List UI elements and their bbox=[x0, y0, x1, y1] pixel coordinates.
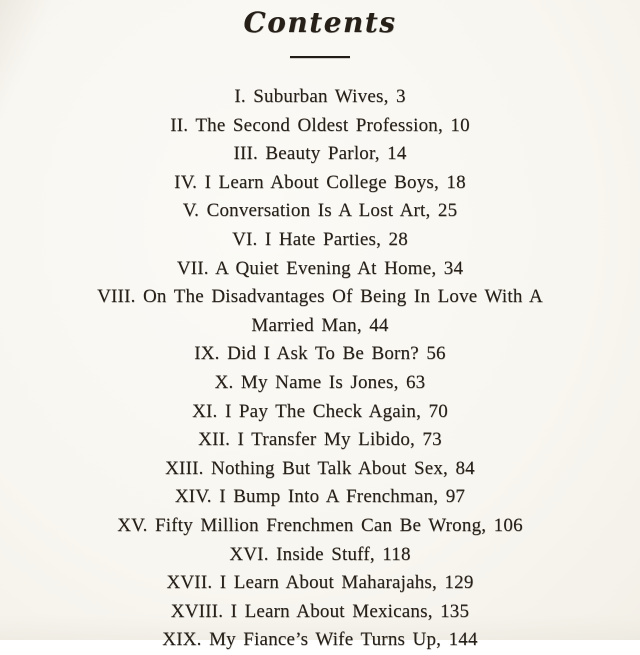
toc-entry: XI. I Pay The Check Again, 70 bbox=[192, 400, 448, 422]
toc-entry: III. Beauty Parlor, 14 bbox=[233, 143, 407, 165]
toc-entry: XVIII. I Learn About Mexicans, 135 bbox=[170, 600, 470, 622]
toc-entry: VIII. On The Disadvantages Of Being In Love With A Married Man, 44 bbox=[97, 286, 543, 336]
toc-entry: XVI. Inside Stuff, 118 bbox=[229, 543, 411, 565]
toc-entry: XVII. I Learn About Maharajahs, 129 bbox=[166, 572, 474, 594]
toc-entry: II. The Second Oldest Profession, 10 bbox=[170, 114, 470, 136]
toc-entry: X. My Name Is Jones, 63 bbox=[214, 371, 426, 393]
toc-entry: XIII. Nothing But Talk About Sex, 84 bbox=[165, 457, 475, 479]
toc-entry: XV. Fifty Million Frenchmen Can Be Wrong, 106 bbox=[117, 514, 523, 536]
toc-entry: VII. A Quiet Evening At Home, 34 bbox=[176, 257, 464, 279]
toc-entry: XII. I Transfer My Libido, 73 bbox=[198, 429, 442, 451]
toc-entry: XIV. I Bump Into A Frenchman, 97 bbox=[174, 486, 466, 508]
toc-entry: V. Conversation Is A Lost Art, 25 bbox=[182, 200, 458, 222]
toc-entry: I. Suburban Wives, 3 bbox=[234, 86, 406, 107]
toc-entry: VI. I Hate Parties, 28 bbox=[232, 228, 408, 250]
toc-entry: IV. I Learn About College Boys, 18 bbox=[174, 171, 466, 193]
toc-entry: IX. Did I Ask To Be Born? 56 bbox=[194, 343, 446, 365]
page-title: Contents bbox=[243, 6, 397, 39]
toc-list bbox=[74, 83, 566, 655]
toc-entry: XIX. My Fiance’s Wife Turns Up, 144 bbox=[162, 629, 478, 651]
title-divider-rule bbox=[290, 56, 350, 58]
